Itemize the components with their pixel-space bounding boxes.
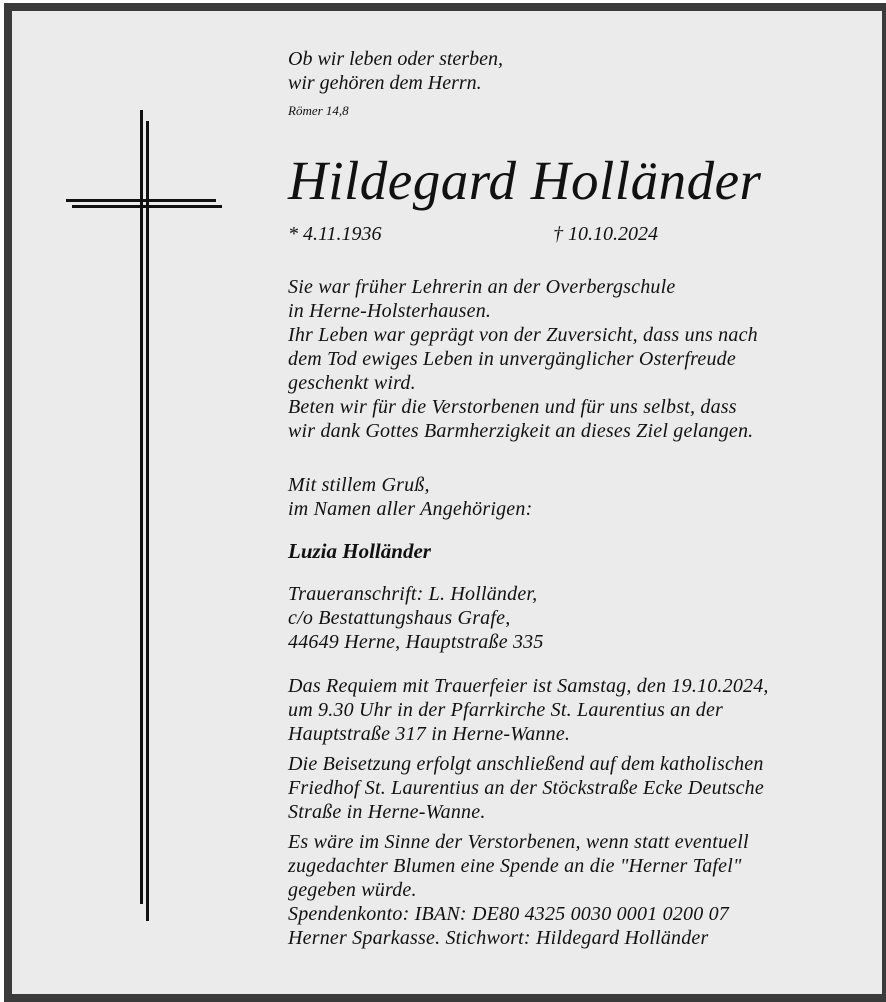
greeting-text: Mit stillem Gruß, im Namen aller Angehörigen:: [288, 474, 533, 520]
life-dates: [288, 223, 878, 253]
cross-icon-vertical-bar-shadow: [146, 121, 149, 921]
cross-icon-horizontal-bar-shadow: [72, 205, 222, 208]
obituary-text: [288, 47, 878, 950]
mourning-address: Traueranschrift: L. Holländer, c/o Bestattungshaus Grafe, 44649 Herne, Hauptstraße 335: [288, 583, 544, 653]
donation-info: Es wäre im Sinne der Verstorbenen, wenn statt eventuell zugedachter Blumen eine Spende an die "Herner Tafel" gegeben würde. Spendenkonto: IBAN: DE80 4325 0030 0001 0200 07 Herner Sparkasse. Stichwort: Hildegard Holländer: [288, 831, 749, 949]
cross-icon-vertical-bar: [140, 110, 143, 904]
biography-text: Sie war früher Lehrerin an der Overbergschule in Herne-Holsterhausen. Ihr Leben war geprägt von der Zuversicht, dass uns nach dem Tod ewiges Leben in unvergänglicher Osterfreude geschenkt wird. Beten wir für die Verstorbenen und für uns selbst, dass wir dank Gottes Barmherzigkeit an dieses Ziel gelangen.: [288, 276, 758, 442]
motto-verse: Ob wir leben oder sterben, wir gehören dem Herrn.: [288, 48, 503, 94]
signer-name: Luzia Holländer: [288, 539, 431, 563]
death-date: † 10.10.2024: [553, 223, 658, 245]
requiem-info: Das Requiem mit Trauerfeier ist Samstag, den 19.10.2024, um 9.30 Uhr in der Pfarrkirche St. Laurentius an der Hauptstraße 317 in Herne-Wanne.: [288, 675, 769, 745]
burial-info: Die Beisetzung erfolgt anschließend auf dem katholischen Friedhof St. Laurentius an der Stöckstraße Ecke Deutsche Straße in Herne-Wanne.: [288, 753, 764, 823]
birth-date: * 4.11.1936: [288, 223, 382, 245]
deceased-name: Hildegard Holländer: [288, 150, 762, 211]
cross-icon-horizontal-bar: [66, 199, 216, 202]
scripture-reference: Römer 14,8: [288, 103, 349, 118]
obituary-frame: [4, 3, 886, 1002]
